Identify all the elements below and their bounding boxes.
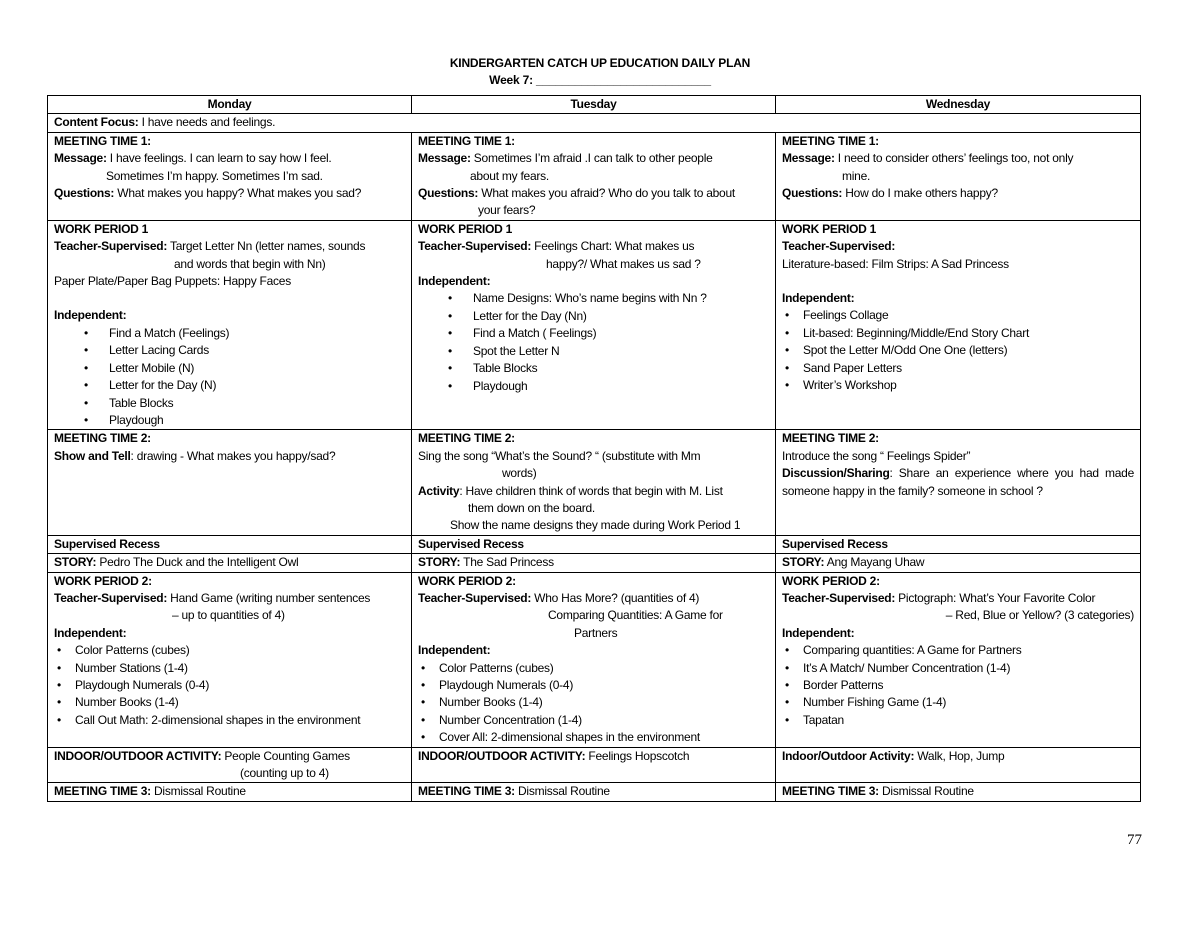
work-2-heading: WORK PERIOD 2: <box>418 573 516 588</box>
tuesday-work-1 <box>412 220 776 429</box>
meeting-1-heading: MEETING TIME 1: <box>782 133 879 148</box>
message-text: I have feelings. I can learn to say how I feel. <box>106 151 332 166</box>
tuesday-meeting-1 <box>412 132 776 220</box>
independent-label: Independent: <box>54 625 127 640</box>
activity-text: : Have children think of words that begin with M. List <box>459 483 723 498</box>
list-item: • Spot the Letter M/Odd One One (letters) <box>782 342 1134 359</box>
indoor-outdoor-text: Walk, Hop, Jump <box>914 748 1005 763</box>
day-header-row <box>48 96 1141 114</box>
wednesday-work-2 <box>776 572 1141 747</box>
monday-story <box>48 554 412 572</box>
meeting-3-text: Dismissal Routine <box>150 784 246 799</box>
story-label: STORY: <box>54 555 97 570</box>
meeting-3-text: Dismissal Routine <box>514 784 610 799</box>
independent-label: Independent: <box>782 291 855 306</box>
story-label: STORY: <box>782 555 825 570</box>
teacher-supervised-label: Teacher-Supervised: <box>418 239 532 254</box>
independent-label: Independent: <box>782 625 855 640</box>
list-item: • Playdough <box>418 378 769 395</box>
independent-list <box>782 307 1134 394</box>
teacher-supervised-text-cont: – up to quantities of 4) <box>172 608 285 623</box>
list-item: • Playdough Numerals (0-4) <box>418 677 769 694</box>
week-label: Week 7: ___________________________ <box>489 73 711 87</box>
monday-recess: Supervised Recess <box>48 535 412 553</box>
independent-list <box>782 642 1134 729</box>
list-item: • Writer’s Workshop <box>782 377 1134 394</box>
work-period-1-row <box>48 220 1141 429</box>
list-item: • Letter Mobile (N) <box>54 360 405 377</box>
indoor-outdoor-label: INDOOR/OUTDOOR ACTIVITY: <box>418 748 586 763</box>
story-text: Ang Mayang Uhaw <box>824 555 925 570</box>
message-label: Message: <box>782 151 835 166</box>
message-text-cont: about my fears. <box>470 168 549 183</box>
song-text-cont: words) <box>502 466 537 481</box>
questions-text: How do I make others happy? <box>842 186 998 201</box>
meeting-2-heading: MEETING TIME 2: <box>782 431 879 446</box>
wednesday-meeting-2 <box>776 430 1141 535</box>
list-item: • It’s A Match/ Number Concentration (1-4) <box>782 660 1134 677</box>
teacher-supervised-text-cont: – Red, Blue or Yellow? (3 categories) <box>945 608 1134 623</box>
list-item: • Comparing quantities: A Game for Partners <box>782 642 1134 659</box>
wednesday-meeting-1 <box>776 132 1141 220</box>
independent-list <box>418 660 769 747</box>
independent-label: Independent: <box>418 274 491 289</box>
list-item: • Number Books (1-4) <box>418 694 769 711</box>
content-focus-cell <box>48 114 1141 132</box>
song-text: Sing the song “What’s the Sound? “ (substitute with Mm <box>418 448 701 463</box>
independent-label: Independent: <box>54 308 127 323</box>
meeting-2-heading: MEETING TIME 2: <box>54 431 151 446</box>
indoor-outdoor-label: INDOOR/OUTDOOR ACTIVITY: <box>54 748 222 763</box>
work-period-2-row <box>48 572 1141 747</box>
list-item: • Sand Paper Letters <box>782 360 1134 377</box>
day-header-monday: Monday <box>48 96 412 114</box>
teacher-supervised-text-cont: and words that begin with Nn) <box>174 256 326 271</box>
list-item: • Lit-based: Beginning/Middle/End Story Chart <box>782 325 1134 342</box>
message-text-cont: mine. <box>842 168 871 183</box>
monday-meeting-1 <box>48 132 412 220</box>
meeting-3-label: MEETING TIME 3: <box>54 784 151 799</box>
teacher-supervised-label: Teacher-Supervised: <box>418 590 532 605</box>
story-text: Pedro The Duck and the Intelligent Owl <box>96 555 299 570</box>
list-item: • Name Designs: Who’s name begins with Nn ? <box>418 290 769 307</box>
message-text: Sometimes I’m afraid .I can talk to other people <box>470 151 713 166</box>
content-focus-row <box>48 114 1141 132</box>
list-item: • Playdough <box>54 412 405 429</box>
independent-list <box>54 325 405 429</box>
teacher-supervised-text-cont: happy?/ What makes us sad ? <box>546 256 701 271</box>
meeting-2-heading: MEETING TIME 2: <box>418 431 515 446</box>
list-item: • Table Blocks <box>418 360 769 377</box>
list-item: • Color Patterns (cubes) <box>418 660 769 677</box>
meeting-time-3-row <box>48 783 1141 801</box>
teacher-supervised-label: Teacher-Supervised: <box>54 239 168 254</box>
questions-label: Questions: <box>782 186 843 201</box>
list-item: • Number Concentration (1-4) <box>418 712 769 729</box>
discussion-text: : Share an experience where you had made someone happy in the family? someone in school ? <box>782 466 1134 498</box>
monday-work-2 <box>48 572 412 747</box>
puppets-text: Paper Plate/Paper Bag Puppets: Happy Faces <box>54 274 291 289</box>
tuesday-work-2 <box>412 572 776 747</box>
monday-meeting-2 <box>48 430 412 535</box>
indoor-outdoor-text: People Counting Games <box>221 748 350 763</box>
tuesday-meeting-2 <box>412 430 776 535</box>
wednesday-work-1 <box>776 220 1141 429</box>
questions-label: Questions: <box>54 186 115 201</box>
activity-label: Activity <box>418 483 460 498</box>
list-item: • Playdough Numerals (0-4) <box>54 677 405 694</box>
wednesday-meeting-3 <box>776 783 1141 801</box>
indoor-outdoor-row <box>48 747 1141 783</box>
questions-text: What makes you happy? What makes you sad? <box>114 186 362 201</box>
list-item: • Number Fishing Game (1-4) <box>782 694 1134 711</box>
independent-label: Independent: <box>418 643 491 658</box>
list-item: • Number Stations (1-4) <box>54 660 405 677</box>
meeting-3-label: MEETING TIME 3: <box>418 784 515 799</box>
list-item: • Feelings Collage <box>782 307 1134 324</box>
teacher-supervised-label: Teacher-Supervised: <box>782 239 896 254</box>
meeting-1-heading: MEETING TIME 1: <box>54 133 151 148</box>
meeting-time-1-row <box>48 132 1141 220</box>
recess-row <box>48 535 1141 553</box>
list-item: • Find a Match (Feelings) <box>54 325 405 342</box>
work-1-heading: WORK PERIOD 1 <box>418 221 513 236</box>
daily-plan-table <box>47 95 1141 802</box>
tuesday-recess: Supervised Recess <box>412 535 776 553</box>
teacher-supervised-text: Pictograph: What’s Your Favorite Color <box>895 590 1096 605</box>
monday-work-1 <box>48 220 412 429</box>
monday-meeting-3 <box>48 783 412 801</box>
message-label: Message: <box>54 151 107 166</box>
day-header-tuesday: Tuesday <box>412 96 776 114</box>
list-item: • Letter Lacing Cards <box>54 342 405 359</box>
wednesday-story <box>776 554 1141 572</box>
teacher-supervised-text: Who Has More? (quantities of 4) <box>531 590 700 605</box>
indoor-outdoor-text-cont: (counting up to 4) <box>240 766 329 781</box>
work-2-heading: WORK PERIOD 2: <box>782 573 880 588</box>
story-text: The Sad Princess <box>460 555 554 570</box>
tuesday-indoor-outdoor <box>412 747 776 783</box>
questions-label: Questions: <box>418 186 479 201</box>
song-text: Introduce the song “ Feelings Spider” <box>782 448 971 463</box>
list-item: • Table Blocks <box>54 395 405 412</box>
meeting-time-2-row <box>48 430 1141 535</box>
list-item: • Letter for the Day (N) <box>54 377 405 394</box>
teacher-supervised-text: Literature-based: Film Strips: A Sad Princess <box>782 256 1009 271</box>
teacher-supervised-text-cont-2: Partners <box>574 625 618 640</box>
content-focus-text: I have needs and feelings. <box>138 115 276 130</box>
work-2-heading: WORK PERIOD 2: <box>54 573 152 588</box>
document-title: KINDERGARTEN CATCH UP EDUCATION DAILY PLAN <box>449 56 751 70</box>
activity-text-cont-2: Show the name designs they made during Work Period 1 <box>450 518 741 533</box>
meeting-3-text: Dismissal Routine <box>878 784 974 799</box>
show-and-tell-text: : drawing - What makes you happy/sad? <box>130 448 336 463</box>
wednesday-indoor-outdoor <box>776 747 1141 783</box>
monday-indoor-outdoor <box>48 747 412 783</box>
meeting-3-label: MEETING TIME 3: <box>782 784 879 799</box>
list-item: • Cover All: 2-dimensional shapes in the environment <box>418 729 769 746</box>
indoor-outdoor-text: Feelings Hopscotch <box>585 748 690 763</box>
meeting-1-heading: MEETING TIME 1: <box>418 133 515 148</box>
work-1-heading: WORK PERIOD 1 <box>782 221 877 236</box>
message-text-cont: Sometimes I’m happy. Sometimes I’m sad. <box>106 168 323 183</box>
independent-list <box>418 290 769 394</box>
message-label: Message: <box>418 151 471 166</box>
message-text: I need to consider others’ feelings too, not only <box>834 151 1074 166</box>
story-row <box>48 554 1141 572</box>
teacher-supervised-label: Teacher-Supervised: <box>782 590 896 605</box>
list-item: • Find a Match ( Feelings) <box>418 325 769 342</box>
teacher-supervised-text-cont: Comparing Quantities: A Game for <box>548 608 723 623</box>
list-item: • Tapatan <box>782 712 1134 729</box>
list-item: • Letter for the Day (Nn) <box>418 308 769 325</box>
discussion-label: Discussion/Sharing <box>782 466 890 481</box>
independent-list <box>54 642 405 729</box>
teacher-supervised-text: Hand Game (writing number sentences <box>167 590 371 605</box>
page-number: 77 <box>1127 832 1142 848</box>
list-item: • Color Patterns (cubes) <box>54 642 405 659</box>
story-label: STORY: <box>418 555 461 570</box>
tuesday-meeting-3 <box>412 783 776 801</box>
list-item: • Border Patterns <box>782 677 1134 694</box>
indoor-outdoor-label: Indoor/Outdoor Activity: <box>782 748 915 763</box>
activity-text-cont: them down on the board. <box>468 500 596 515</box>
teacher-supervised-text: Target Letter Nn (letter names, sounds <box>167 239 366 254</box>
show-and-tell-label: Show and Tell <box>54 448 131 463</box>
list-item: • Call Out Math: 2-dimensional shapes in the environment <box>54 712 405 729</box>
day-header-wednesday: Wednesday <box>776 96 1141 114</box>
questions-text-cont: your fears? <box>478 203 536 218</box>
list-item: • Number Books (1-4) <box>54 694 405 711</box>
wednesday-recess: Supervised Recess <box>776 535 1141 553</box>
work-1-heading: WORK PERIOD 1 <box>54 221 149 236</box>
tuesday-story <box>412 554 776 572</box>
content-focus-label: Content Focus: <box>54 115 139 130</box>
list-item: • Spot the Letter N <box>418 343 769 360</box>
teacher-supervised-text: Feelings Chart: What makes us <box>531 239 695 254</box>
teacher-supervised-label: Teacher-Supervised: <box>54 590 168 605</box>
questions-text: What makes you afraid? Who do you talk to about <box>478 186 735 201</box>
